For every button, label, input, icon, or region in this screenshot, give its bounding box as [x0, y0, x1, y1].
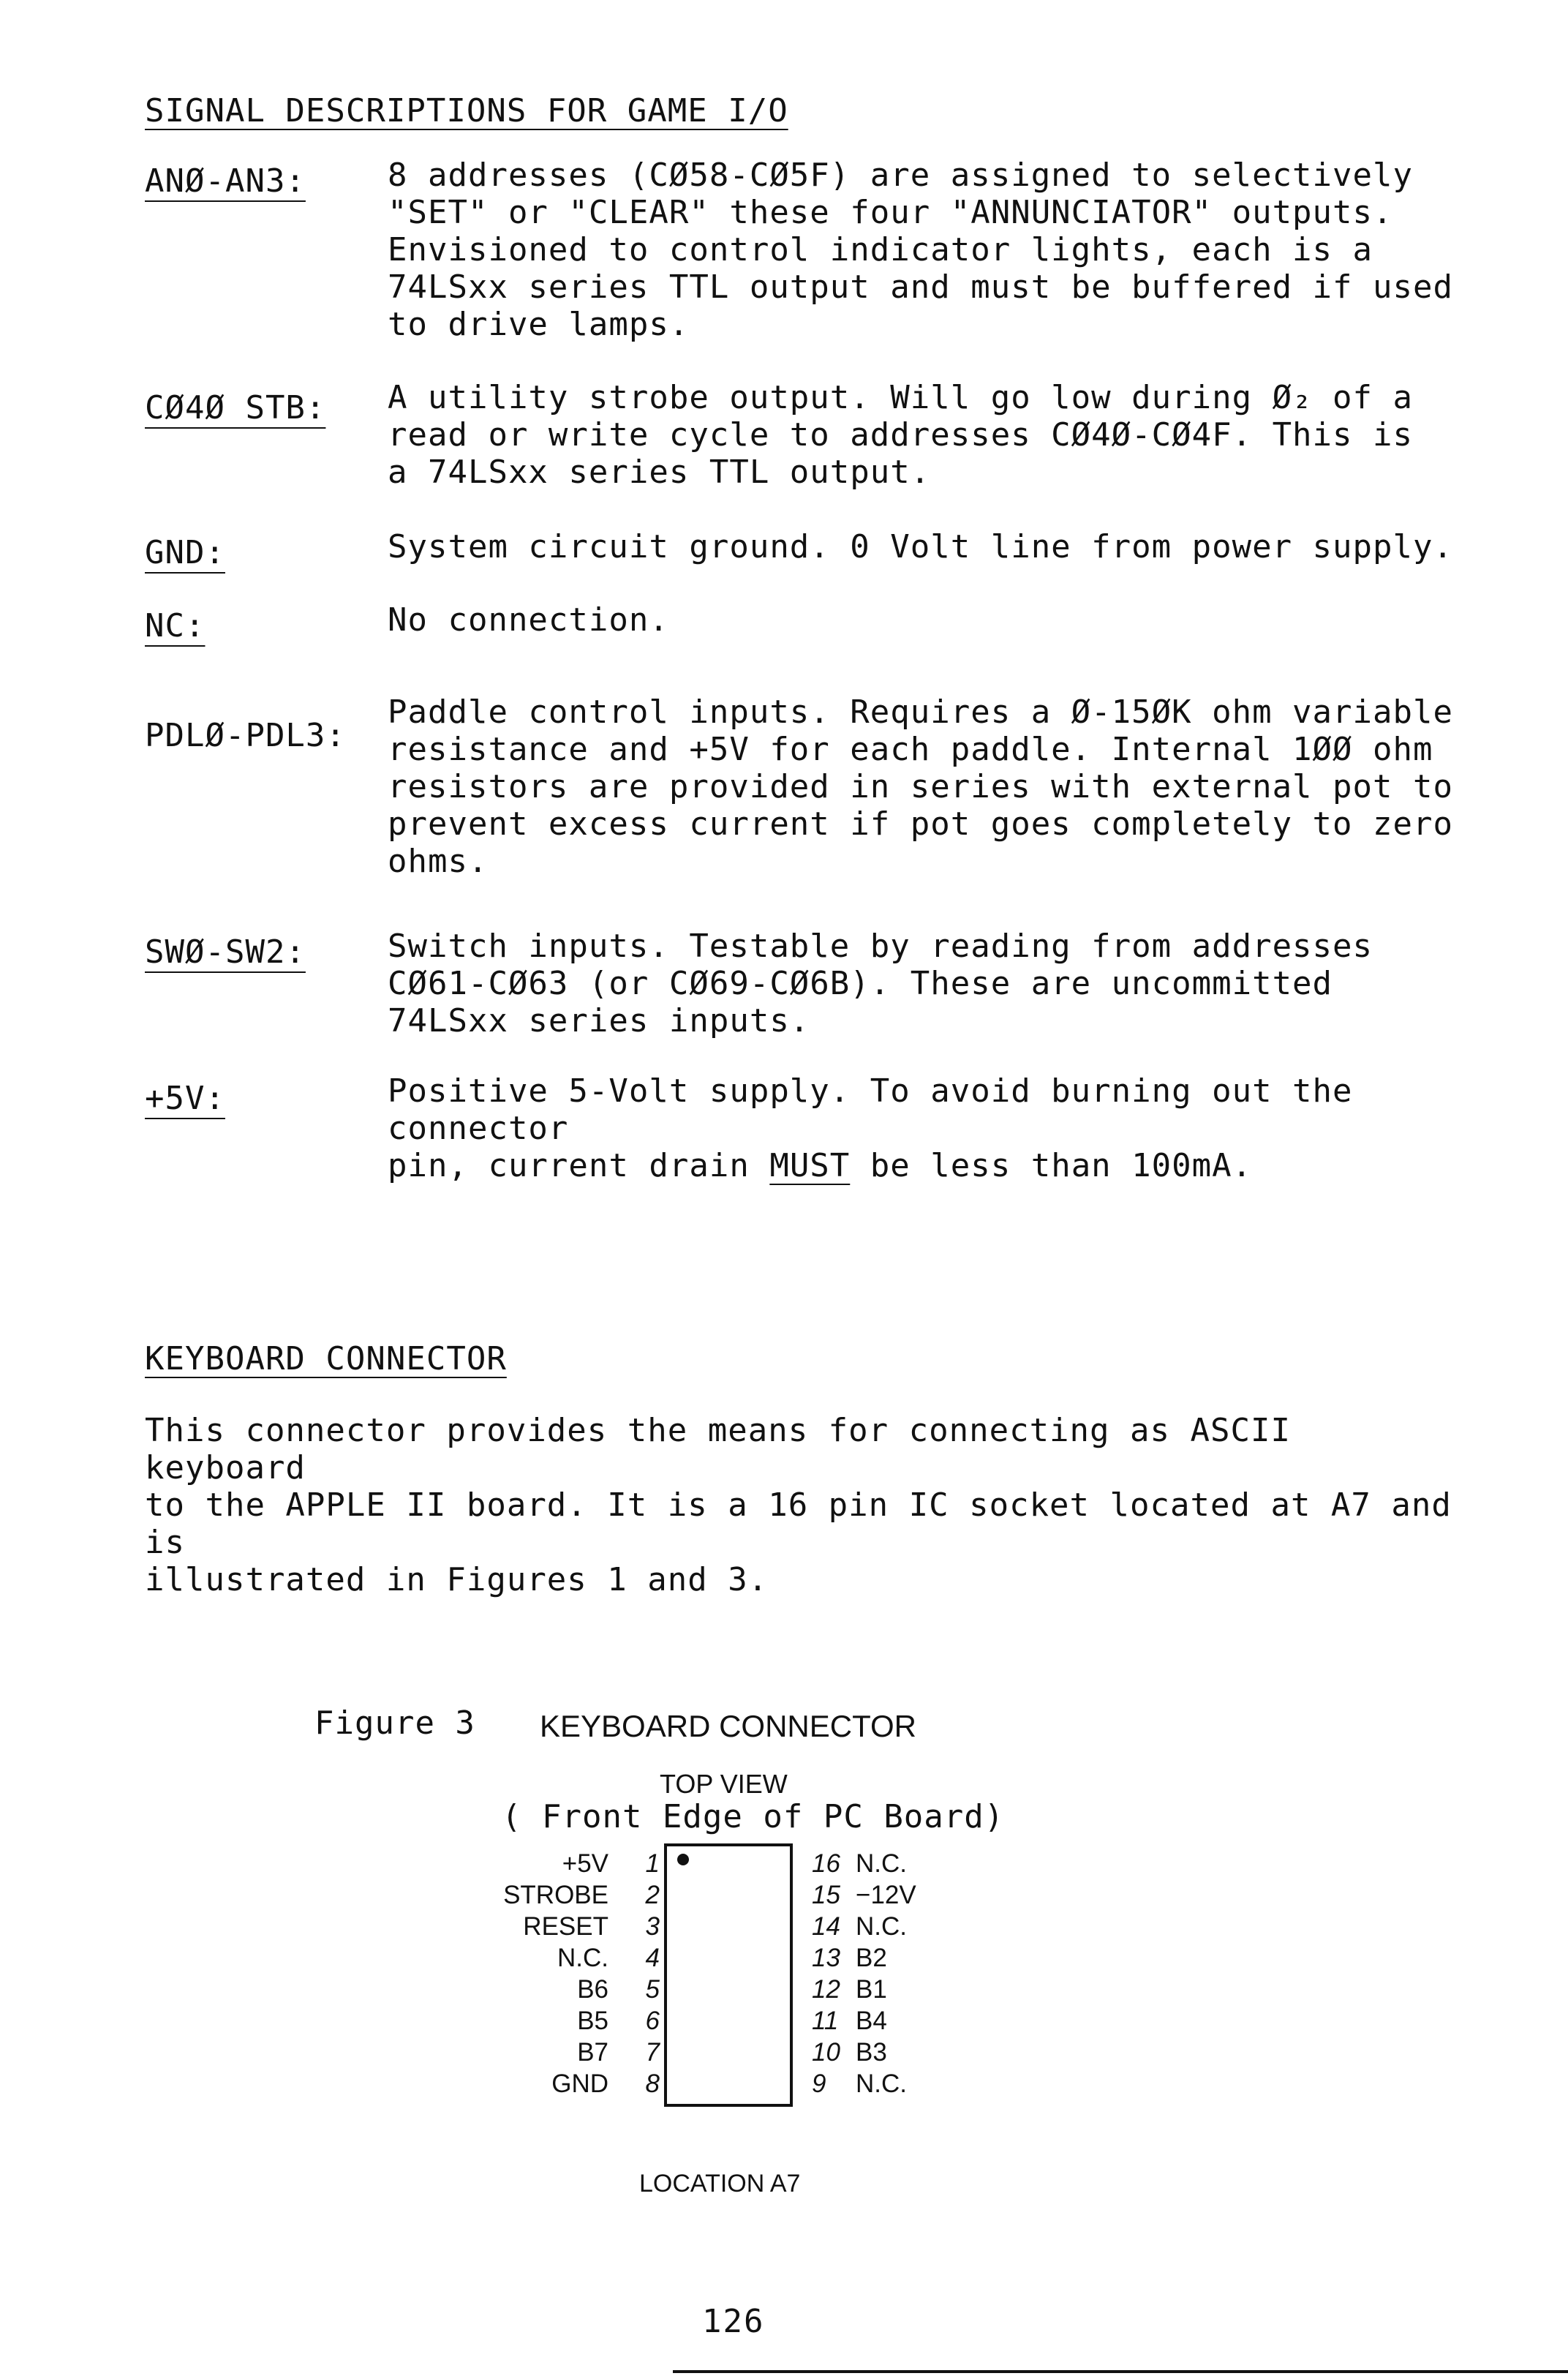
signal-descriptions-heading: SIGNAL DESCRIPTIONS FOR GAME I/O: [145, 92, 788, 129]
pin-row: [797, 1942, 973, 1974]
pin-number: 8: [645, 2069, 660, 2098]
pin-row: [797, 2068, 973, 2099]
pin-name: N.C.: [856, 2069, 907, 2098]
description-annunciator: 8 addresses (CØ58-CØ5F) are assigned to selectively "SET" or "CLEAR" these four "ANNUNCIATOR" outputs. Envisioned to control indicator lights, each is a 74LSxx series TTL output and must be buffered if used to drive lamps.: [388, 157, 1453, 343]
pin-name: N.C.: [856, 1911, 907, 1941]
description-switches: Switch inputs. Testable by reading from addresses CØ61-CØ63 (or CØ69-CØ6B). These are uncommitted 74LSxx series inputs.: [388, 928, 1373, 1040]
pin-name: N.C.: [557, 1943, 608, 1972]
pin-name: B7: [577, 2037, 608, 2067]
pin-name: GND: [551, 2069, 608, 2098]
description-5v: [388, 1072, 1463, 1184]
pin-name: B2: [856, 1943, 887, 1972]
figure-label: Figure 3: [314, 1704, 475, 1742]
term-nc: NC:: [145, 607, 206, 644]
pin-row: [797, 2005, 973, 2037]
pin-row: [480, 2005, 660, 2037]
pin-number: 13: [812, 1943, 840, 1972]
pin-name: +5V: [562, 1849, 608, 1878]
pin-name: STROBE: [503, 1880, 608, 1909]
pin-number: 14: [812, 1911, 840, 1941]
pin-row: [480, 1911, 660, 1942]
figure-subtitle: TOP VIEW: [660, 1769, 788, 1799]
pin-number: 9: [812, 2069, 826, 2098]
description-paddles: Paddle control inputs. Requires a Ø-15ØK ohm variable resistance and +5V for each paddle. Internal 1ØØ ohm resistors are provided in series with external pot to prevent excess current if pot goes completely to zero ohms.: [388, 693, 1453, 880]
pin-row: [797, 1879, 973, 1911]
figure-title: KEYBOARD CONNECTOR: [540, 1709, 916, 1743]
description-gnd: System circuit ground. 0 Volt line from power supply.: [388, 528, 1453, 565]
pin-number: 12: [812, 1974, 840, 2004]
pin-name: B5: [577, 2006, 608, 2035]
pin-number: 7: [645, 2037, 660, 2067]
right-pin-list: [797, 1848, 973, 2099]
pin-number: 3: [645, 1911, 660, 1941]
pin-number: 5: [645, 1974, 660, 2004]
pin-name: B1: [856, 1974, 887, 2004]
keyboard-paragraph: This connector provides the means for connecting as ASCII keyboard to the APPLE II board. It is a 16 pin IC socket located at A7 and is illustrated in Figures 1 and 3.: [145, 1412, 1452, 1598]
pin-name: B4: [856, 2006, 887, 2035]
term-annunciator: ANØ-AN3:: [145, 162, 306, 200]
pin-number: 1: [645, 1849, 660, 1878]
description-5v-text-end: be less than 100mA.: [850, 1147, 1253, 1184]
ic-socket-outline: [664, 1843, 793, 2107]
pin-number: 16: [812, 1849, 840, 1878]
left-pin-list: [480, 1848, 660, 2099]
pin-row: [480, 1974, 660, 2005]
pin-name: N.C.: [856, 1849, 907, 1878]
bottom-rule: [673, 2370, 1568, 2373]
description-5v-text: Positive 5-Volt supply. To avoid burning out the connector pin, current drain: [388, 1072, 1353, 1184]
pin-name: B3: [856, 2037, 887, 2067]
term-gnd: GND:: [145, 534, 225, 571]
term-5v: +5V:: [145, 1080, 225, 1117]
term-paddles: PDLØ-PDL3:: [145, 717, 346, 754]
page-number: 126: [702, 2303, 765, 2340]
figure-subtitle-front-edge: ( Front Edge of PC Board): [502, 1798, 1005, 1835]
pin-row: [797, 1974, 973, 2005]
pin-row: [480, 1942, 660, 1974]
term-switches: SWØ-SW2:: [145, 933, 306, 971]
pin-number: 2: [645, 1880, 660, 1909]
pin-row: [480, 1879, 660, 1911]
pin-name: RESET: [523, 1911, 608, 1941]
pin-row: [480, 2068, 660, 2099]
description-nc: No connection.: [388, 601, 669, 639]
pin-row: [480, 1848, 660, 1879]
keyboard-connector-heading: KEYBOARD CONNECTOR: [145, 1340, 507, 1377]
pin-number: 11: [812, 2006, 839, 2035]
pin-number: 4: [645, 1943, 660, 1972]
pin-row: [797, 1911, 973, 1942]
description-strobe: A utility strobe output. Will go low during Ø₂ of a read or write cycle to addresses CØ4Ø-CØ4F. This is a 74LSxx series TTL output.: [388, 379, 1414, 491]
pin-number: 6: [645, 2006, 660, 2035]
must-emphasis: MUST: [769, 1147, 851, 1184]
pin-row: [797, 1848, 973, 1879]
term-strobe: CØ4Ø STB:: [145, 389, 326, 426]
pin-number: 10: [812, 2037, 840, 2067]
pin-row: [797, 2037, 973, 2068]
pin-name: B6: [577, 1974, 608, 2004]
pin-one-marker: [677, 1854, 689, 1865]
pin-row: [480, 2037, 660, 2068]
figure-location: LOCATION A7: [639, 2170, 801, 2198]
pin-number: 15: [812, 1880, 840, 1909]
pin-name: −12V: [856, 1880, 916, 1909]
